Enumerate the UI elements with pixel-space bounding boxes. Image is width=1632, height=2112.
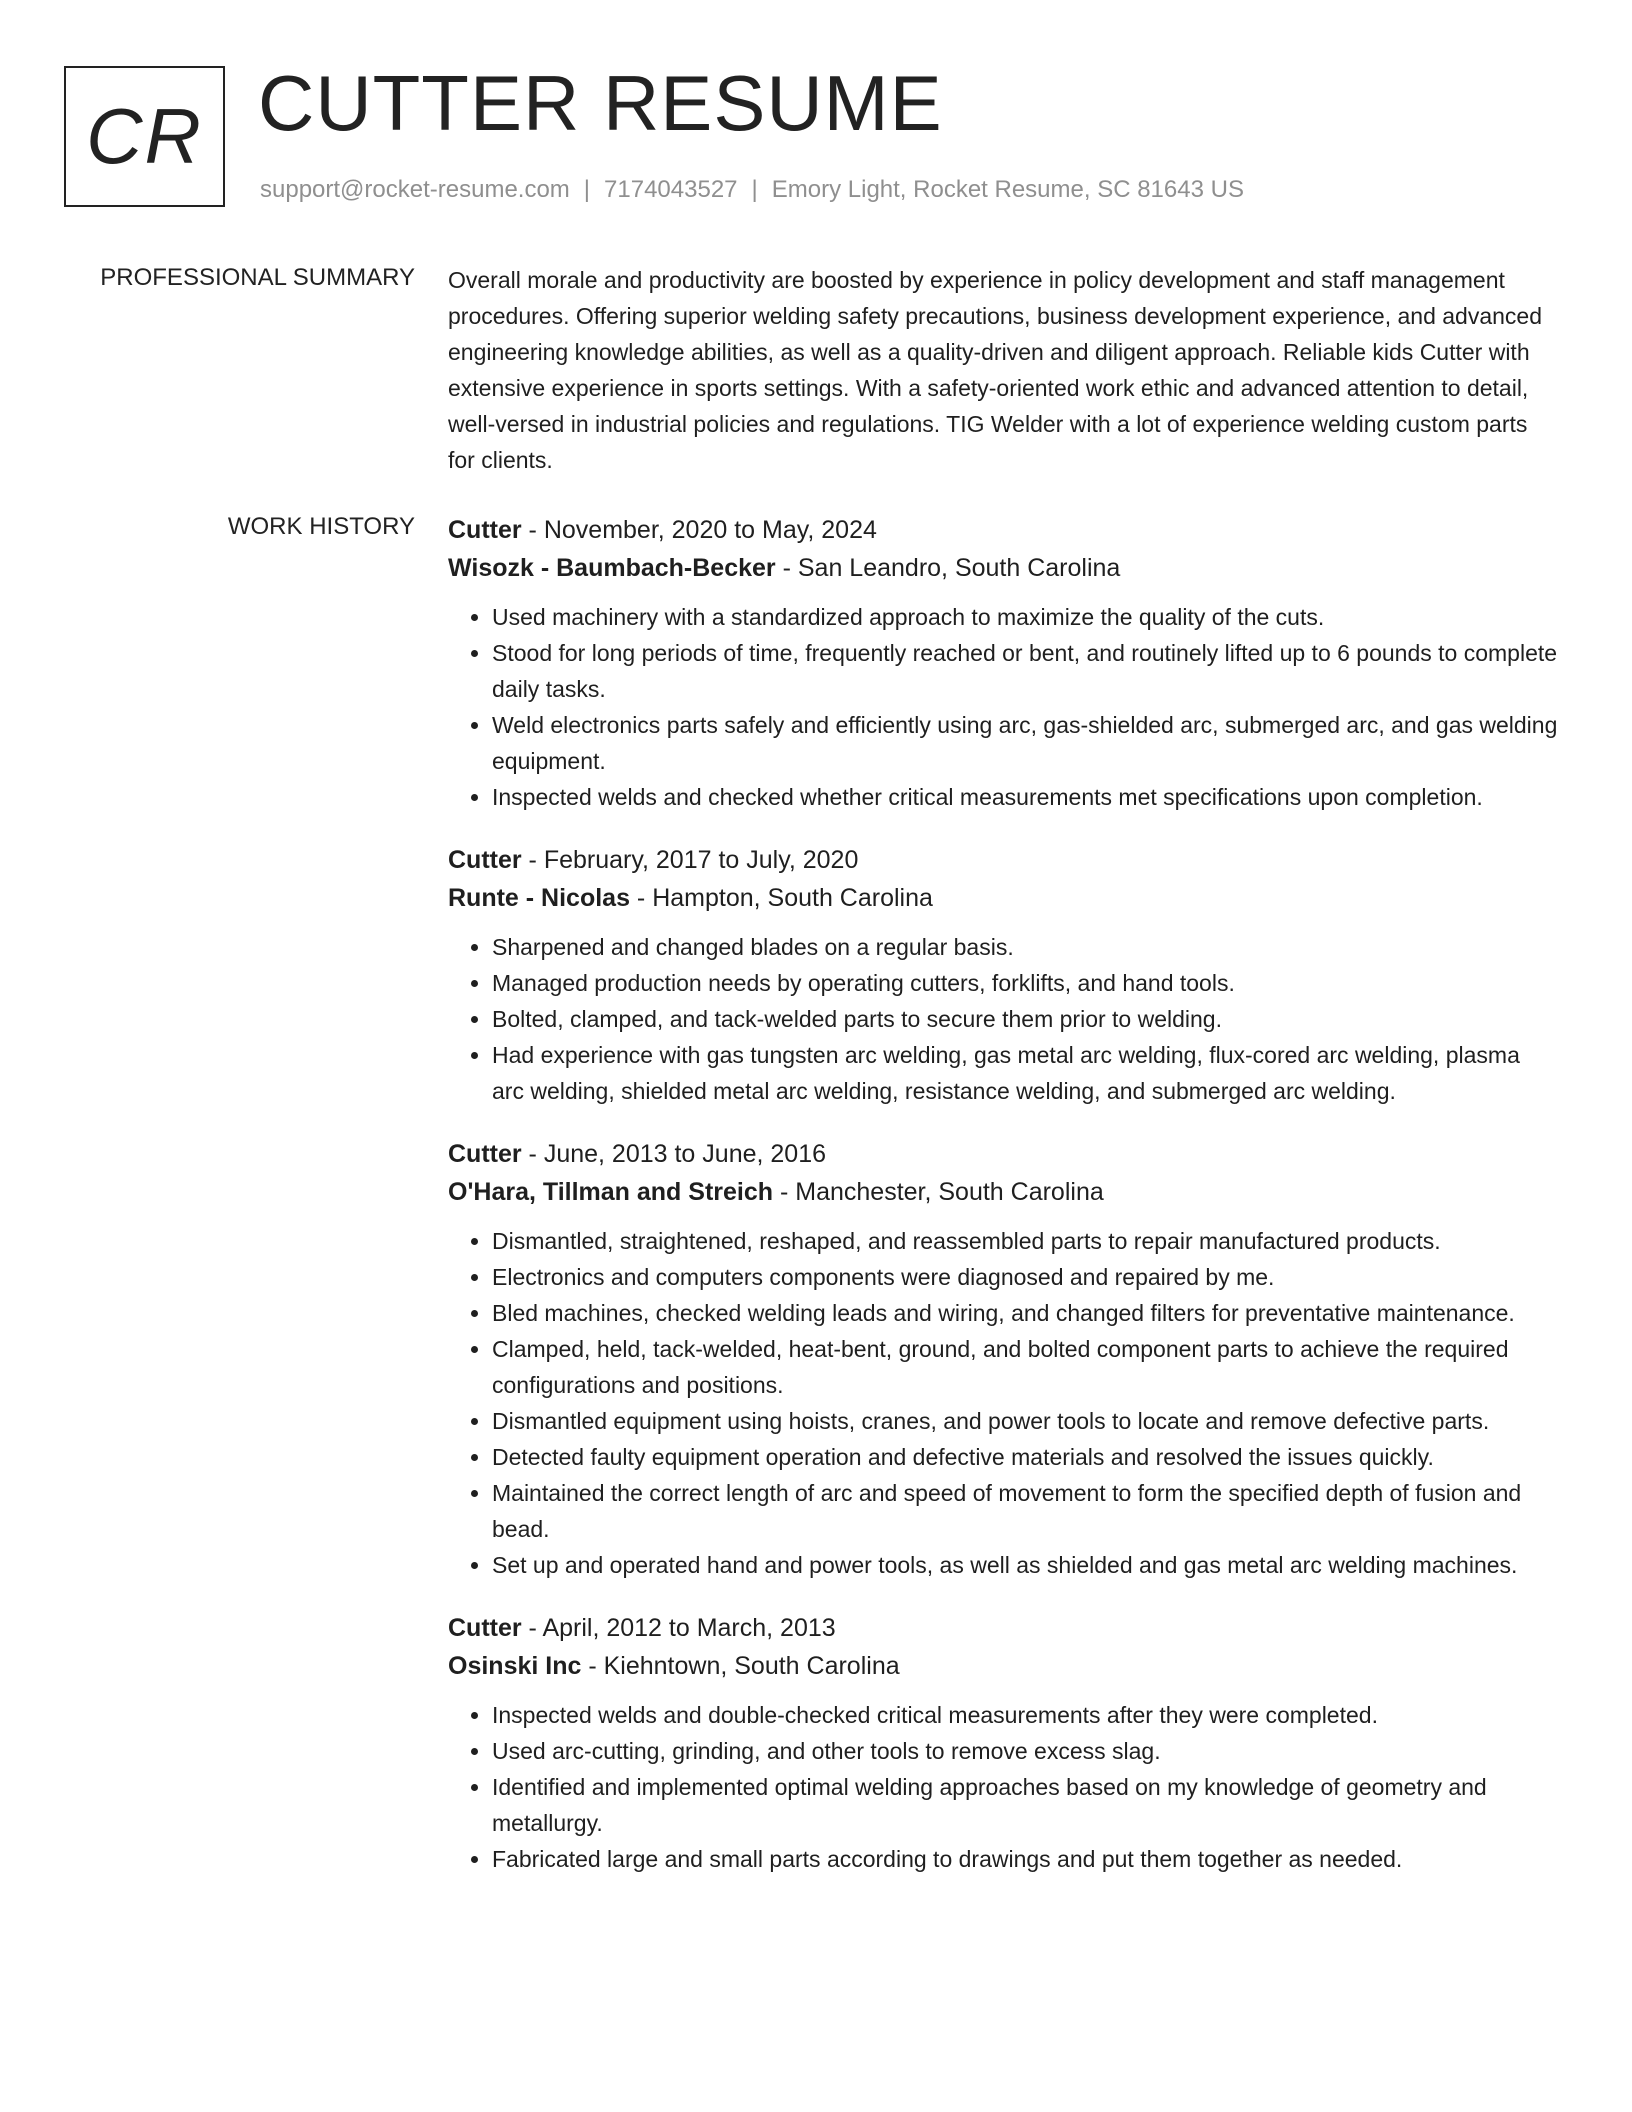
- job-bullet: • Used arc-cutting, grinding, and other tools to remove excess slag.: [492, 1733, 1558, 1769]
- job-location: - San Leandro, South Carolina: [775, 554, 1121, 582]
- contact-phone: 7174043527: [604, 176, 738, 203]
- job-bullets: [448, 1223, 1558, 1583]
- monogram-initials: CR: [86, 92, 203, 180]
- job-location: - Manchester, South Carolina: [773, 1178, 1104, 1206]
- summary-label: PROFESSIONAL SUMMARY: [100, 264, 415, 291]
- job-bullet: • Inspected welds and checked whether critical measurements met specifications upon completion.: [492, 779, 1558, 815]
- job-company: Osinski Inc: [448, 1652, 582, 1680]
- job-company-line: [448, 549, 1558, 587]
- job-bullets: [448, 929, 1558, 1109]
- job-title: Cutter: [448, 846, 522, 874]
- summary-text: Overall morale and productivity are boosted by experience in policy development and staff management procedures. Offering superior welding safety precautions, business development experience, and advanced engineering knowledge abilities, as well as a quality-driven and diligent approach. Reliable kids Cutter with extensive experience in sports settings. With a safety-oriented work ethic and advanced attention to detail, well-versed in industrial policies and regulations. TIG Welder with a lot of experience welding custom parts for clients.: [448, 267, 1543, 473]
- job-bullet: • Managed production needs by operating cutters, forklifts, and hand tools.: [492, 965, 1558, 1001]
- contact-email: support@rocket-resume.com: [260, 176, 570, 203]
- contact-separator: |: [583, 176, 591, 203]
- job-company: O'Hara, Tillman and Streich: [448, 1178, 774, 1206]
- job-entry: [448, 1609, 1558, 1877]
- job-title-line: [448, 1609, 1558, 1647]
- job-title: Cutter: [448, 516, 522, 544]
- job-title: Cutter: [448, 1614, 522, 1642]
- monogram-box: [64, 66, 225, 207]
- job-bullet: • Had experience with gas tungsten arc welding, gas metal arc welding, flux-cored arc welding, plasma arc welding, shielded metal arc welding, resistance welding, and submerged arc welding.: [492, 1037, 1558, 1109]
- job-company-line: [448, 1647, 1558, 1685]
- job-bullet: • Electronics and computers components were diagnosed and repaired by me.: [492, 1259, 1558, 1295]
- job-dates: - April, 2012 to March, 2013: [521, 1614, 836, 1642]
- job-bullets: [448, 1697, 1558, 1877]
- job-bullet: • Set up and operated hand and power tools, as well as shielded and gas metal arc welding machines.: [492, 1547, 1558, 1583]
- job-bullet: • Sharpened and changed blades on a regular basis.: [492, 929, 1558, 965]
- job-entry: [448, 1135, 1558, 1583]
- job-dates: - February, 2017 to July, 2020: [521, 846, 859, 874]
- job-title-line: [448, 841, 1558, 879]
- job-bullet: • Weld electronics parts safely and efficiently using arc, gas-shielded arc, submerged arc, and gas welding equipment.: [492, 707, 1558, 779]
- job-entry: [448, 841, 1558, 1109]
- job-company: Wisozk - Baumbach-Becker: [448, 554, 776, 582]
- job-location: - Kiehntown, South Carolina: [581, 1652, 900, 1680]
- job-location: - Hampton, South Carolina: [629, 884, 933, 912]
- contact-separator: |: [751, 176, 758, 203]
- contact-line: [260, 174, 1244, 206]
- job-bullet: • Fabricated large and small parts according to drawings and put them together as needed.: [492, 1841, 1558, 1877]
- jobs-list: [448, 511, 1558, 1903]
- job-dates: - November, 2020 to May, 2024: [521, 516, 877, 544]
- job-bullet: • Dismantled equipment using hoists, cranes, and power tools to locate and remove defective parts.: [492, 1403, 1558, 1439]
- job-bullet: • Detected faulty equipment operation and defective materials and resolved the issues quickly.: [492, 1439, 1558, 1475]
- job-bullet: • Identified and implemented optimal welding approaches based on my knowledge of geometry and metallurgy.: [492, 1769, 1558, 1841]
- job-bullet: • Stood for long periods of time, frequently reached or bent, and routinely lifted up to 6 pounds to complete daily tasks.: [492, 635, 1558, 707]
- job-company: Runte - Nicolas: [448, 884, 630, 912]
- job-bullets: [448, 599, 1558, 815]
- job-title-line: [448, 511, 1558, 549]
- job-bullet: • Bolted, clamped, and tack-welded parts to secure them prior to welding.: [492, 1001, 1558, 1037]
- contact-address: Emory Light, Rocket Resume, SC 81643 US: [771, 176, 1244, 203]
- job-title-line: [448, 1135, 1558, 1173]
- summary-body: [448, 262, 1558, 478]
- job-entry: [448, 511, 1558, 815]
- job-bullet: • Inspected welds and double-checked critical measurements after they were completed.: [492, 1697, 1558, 1733]
- job-bullet: • Bled machines, checked welding leads and wiring, and changed filters for preventative maintenance.: [492, 1295, 1558, 1331]
- work-history-label: WORK HISTORY: [227, 513, 415, 540]
- job-bullet: • Maintained the correct length of arc and speed of movement to form the specified depth of fusion and bead.: [492, 1475, 1558, 1547]
- job-company-line: [448, 1173, 1558, 1211]
- job-dates: - June, 2013 to June, 2016: [521, 1140, 827, 1168]
- job-bullet: • Dismantled, straightened, reshaped, and reassembled parts to repair manufactured products.: [492, 1223, 1558, 1259]
- job-bullet: • Clamped, held, tack-welded, heat-bent, ground, and bolted component parts to achieve the required configurations and positions.: [492, 1331, 1558, 1403]
- resume-name: CUTTER RESUME: [258, 59, 943, 147]
- job-company-line: [448, 879, 1558, 917]
- job-title: Cutter: [448, 1140, 522, 1168]
- job-bullet: • Used machinery with a standardized approach to maximize the quality of the cuts.: [492, 599, 1558, 635]
